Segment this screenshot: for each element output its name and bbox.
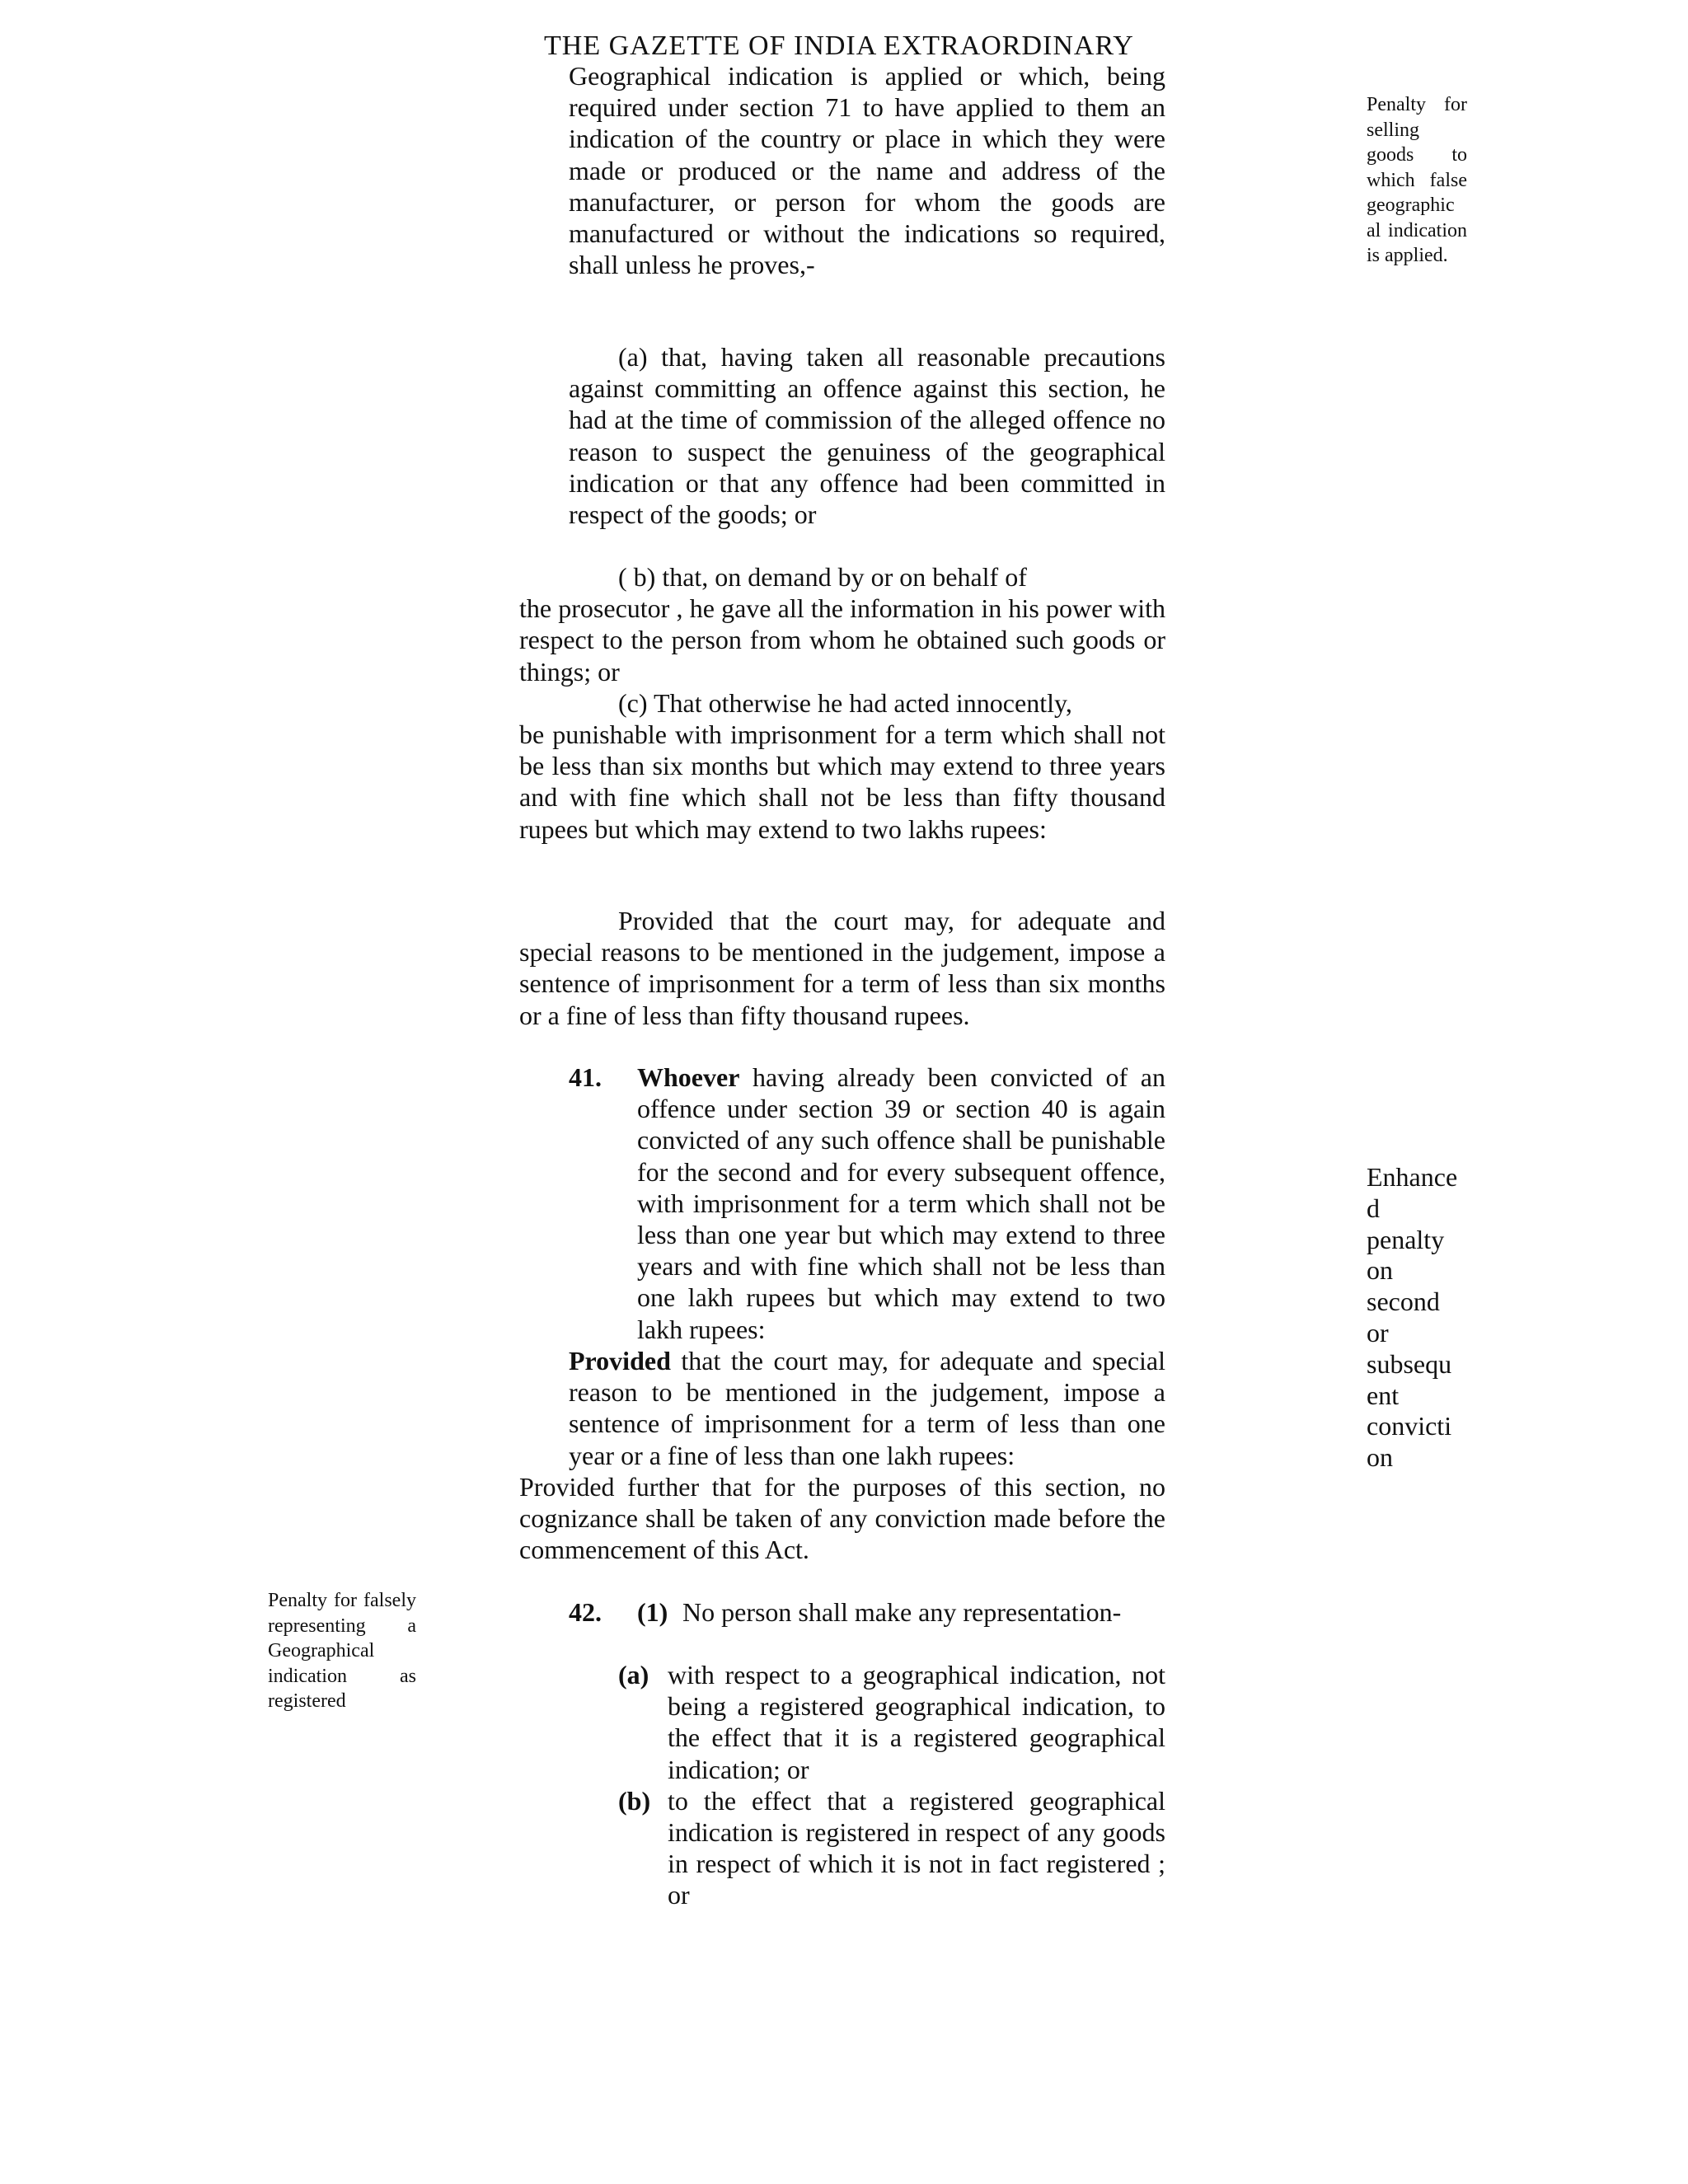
margin-note-section-42: Penalty for falsely representing a Geographical indication as registered xyxy=(268,1590,416,1712)
item-a-label: (a) xyxy=(618,1660,649,1690)
proviso-41 xyxy=(569,1345,1165,1471)
section-42-subsection: (1) xyxy=(637,1597,668,1627)
clause-a-block xyxy=(569,341,1165,530)
item-b-text: to the effect that a registered geographical indication is registered in respect of any goods in respect of which it is not in fact registered ; or xyxy=(668,1785,1165,1910)
clause-b-lead: ( b) that, on demand by or on behalf of xyxy=(618,562,1027,592)
section-42-item-a xyxy=(618,1659,1165,1785)
proviso-40-block xyxy=(519,905,1165,1031)
proviso-41-lead: Provided xyxy=(569,1346,671,1376)
section-41 xyxy=(569,1062,1165,1345)
section-42-item-b xyxy=(618,1785,1165,1911)
clause-a: (a) that, having taken all reasonable precautions against committing an offence against this section, he had at the time of commission of the alleged offence no reason to suspect the genuiness of the geographical indication or that any offence had been committed in respect of the goods; or xyxy=(569,342,1165,530)
margin-note-section-40: Penalty for selling goods to which false geographic al indication is applied. xyxy=(1367,94,1467,266)
clause-c: (c) That otherwise he had acted innocently, xyxy=(618,687,1072,718)
section-41-number: 41. xyxy=(569,1062,602,1092)
section-40-intro xyxy=(569,60,1165,280)
proviso-41-block xyxy=(569,1345,1165,1471)
proviso-41-further-block xyxy=(519,1471,1165,1566)
section-41-text xyxy=(637,1062,1165,1345)
section-41-body xyxy=(569,1062,1165,1345)
section-41-rest: having already been convicted of an offence under section 39 or section 40 is again convicted of any such offence shall be punishable for the second and for every subsequent offence, with imprisonment for a term which shall not be less than one year but which may extend to three years and with fine which shall not be less than one lakh rupees but which may extend to two lakh rupees: xyxy=(637,1062,1165,1344)
item-a-text: with respect to a geographical indication, not being a registered geographical indication, to the effect that it is a registered geographical indication; or xyxy=(668,1660,1165,1784)
section-42 xyxy=(569,1596,1165,1628)
proviso-40: Provided that the court may, for adequate and special reasons to be mentioned in the judgement, impose a sentence of imprisonment for a term of less than six months or a fine of less than fifty thousand rupees. xyxy=(519,906,1165,1030)
section-42-text: No person shall make any representation- xyxy=(682,1597,1122,1627)
section-42-number: 42. xyxy=(569,1597,602,1627)
section-42-items xyxy=(618,1659,1165,1911)
section-41-lead: Whoever xyxy=(637,1062,740,1092)
punishment-paragraph: be punishable with imprisonment for a term which shall not be less than six months but which may extend to three years and with fine which shall not be less than fifty thousand rupees but which may extend to two lakhs rupees: xyxy=(519,719,1165,844)
item-b-label: (b) xyxy=(618,1785,651,1816)
margin-note-section-41: Enhance d penalty on second or subsequ ent convicti on xyxy=(1367,1162,1458,1473)
section-42-heading xyxy=(569,1596,1165,1628)
proviso-41-rest: that the court may, for adequate and special reason to be mentioned in the judgement, impose a sentence of imprisonment for a term of less than one year or a fine of less than one lakh rupees: xyxy=(569,1346,1165,1470)
intro-paragraph: Geographical indication is applied or which, being required under section 71 to have applied to them an indication of the country or place in which they were made or produced or the name and address of the manufacturer, or person for whom the goods are manufactured or without the indications so required, shall unless he proves,- xyxy=(569,61,1165,280)
proviso-41-further: Provided further that for the purposes of this section, no cognizance shall be taken of any conviction made before the commencement of this Act. xyxy=(519,1472,1165,1565)
page-header: THE GAZETTE OF INDIA EXTRAORDINARY xyxy=(544,30,1134,58)
clause-b-block xyxy=(519,561,1165,845)
clause-b-rest: the prosecutor , he gave all the information in his power with respect to the person from whom he obtained such goods or things; or xyxy=(519,593,1165,687)
